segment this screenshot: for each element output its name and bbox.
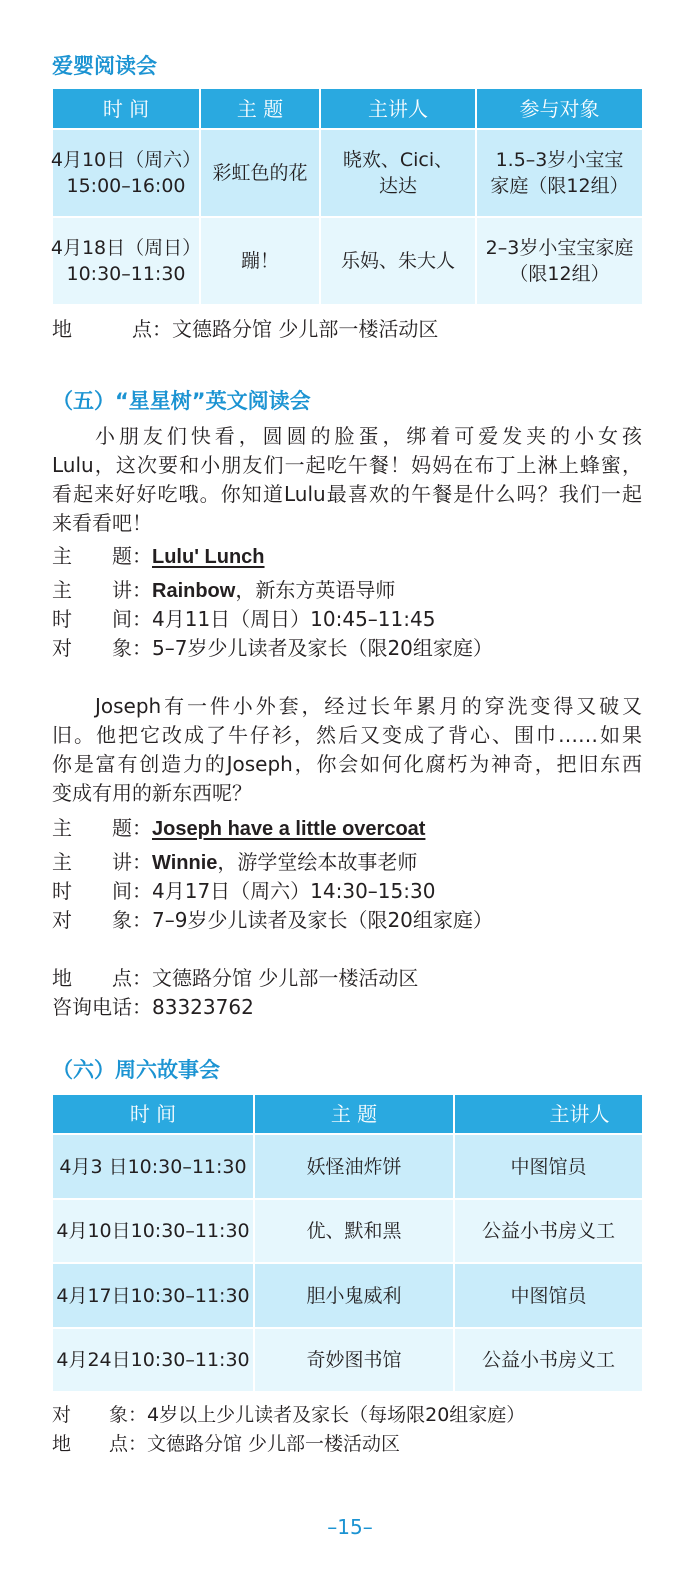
location-value: 文德路分馆 少儿部一楼活动区	[152, 966, 419, 990]
cell-line: 蹦！	[240, 250, 279, 272]
location-label: 地 点：	[52, 966, 152, 990]
cell-line: 10:30–11:30	[66, 263, 186, 285]
audience-value: 7–9岁少儿读者及家长（限20组家庭）	[152, 908, 493, 932]
audience-value: 5–7岁少儿读者及家长（限20组家庭）	[152, 636, 493, 660]
time-value: 4月17日（周六）14:30–15:30	[152, 879, 436, 903]
cell-speaker	[321, 218, 475, 304]
location-value: 文德路分馆 少儿部一楼活动区	[147, 1433, 401, 1455]
cell-topic: 妖怪油炸饼	[255, 1135, 453, 1198]
speaker-label: 主 讲：	[52, 578, 152, 602]
event1-intro-line: 来看看吧！	[52, 511, 152, 535]
event1-topic	[52, 542, 265, 572]
audience-label: 对 象：	[52, 908, 152, 932]
event2-audience	[52, 906, 493, 935]
cell-time: 4月17日10:30–11:30	[53, 1264, 253, 1327]
cell-line: （限12组）	[509, 263, 610, 285]
event1-audience	[52, 634, 493, 663]
audience-label: 对 象：	[52, 1404, 148, 1426]
speaker-label: 主 讲：	[52, 850, 152, 874]
column-header-topic: 主 题	[201, 89, 319, 128]
topic-value: Lulu' Lunch	[152, 546, 265, 568]
audience-value: 4岁以上少儿读者及家长（每场限20组家庭）	[147, 1404, 526, 1426]
cell-topic: 优、默和黑	[255, 1200, 453, 1262]
cell-time: 4月10日10:30–11:30	[53, 1200, 253, 1262]
page-number: –15–	[327, 1515, 373, 1539]
speaker-desc: ，游学堂绘本故事老师	[217, 850, 418, 874]
cell-time	[50, 218, 202, 304]
cell-topic: 奇妙图书馆	[255, 1329, 453, 1391]
phone-label: 咨询电话：	[52, 995, 152, 1019]
topic-value: Joseph have a little overcoat	[152, 818, 426, 840]
location-label: 地 点：	[52, 1433, 148, 1455]
cell-topic	[201, 130, 319, 216]
event2-intro-line: 旧。他把它改成了牛仔衫，然后又变成了背心、围巾……如果	[52, 723, 642, 747]
time-value: 4月11日（周日）10:45–11:45	[152, 607, 436, 631]
cell-speaker: 公益小书房义工	[455, 1329, 642, 1391]
cell-line: 15:00–16:00	[66, 175, 186, 197]
event1-speaker	[52, 576, 395, 606]
section-title-star-tree: （五）“星星树”英文阅读会	[52, 389, 311, 413]
saturday-story-audience	[52, 1401, 525, 1430]
event2-intro-line: 你是富有创造力的Joseph，你会如何化腐朽为神奇，把旧东西	[52, 752, 642, 776]
event1-intro-line: Lulu，这次要和小朋友们一起吃午餐！妈妈在布丁上淋上蜂蜜，	[52, 453, 642, 477]
time-label: 时 间：	[52, 879, 152, 903]
cell-line: 家庭（限12组）	[490, 175, 629, 197]
saturday-story-table	[53, 1095, 642, 1391]
cell-speaker: 中图馆员	[455, 1135, 642, 1198]
column-header-speaker: 主讲人	[455, 1095, 642, 1133]
column-header-time: 时 间	[53, 1095, 253, 1133]
cell-line: 达达	[378, 175, 417, 197]
audience-label: 对 象：	[52, 636, 152, 660]
aiying-schedule-table	[50, 89, 642, 304]
cell-speaker: 公益小书房义工	[455, 1200, 642, 1262]
cell-line: 4月18日（周日）	[50, 237, 202, 259]
star-tree-phone	[52, 993, 254, 1022]
column-header-audience: 参与对象	[477, 89, 642, 128]
saturday-story-location	[52, 1430, 400, 1459]
phone-value: 83323762	[152, 995, 254, 1019]
aiying-location	[52, 315, 438, 344]
cell-speaker: 中图馆员	[455, 1264, 642, 1327]
column-header-topic: 主 题	[255, 1095, 453, 1133]
speaker-name: Winnie	[152, 852, 218, 874]
event1-intro-line: 小朋友们快看，圆圆的脸蛋，绑着可爱发夹的小女孩	[95, 424, 642, 448]
event2-topic	[52, 814, 425, 844]
section-title-saturday-story: （六）周六故事会	[52, 1058, 220, 1082]
column-header-speaker: 主讲人	[321, 89, 475, 128]
time-label: 时 间：	[52, 607, 152, 631]
topic-label: 主 题：	[52, 544, 152, 568]
star-tree-location	[52, 964, 418, 993]
speaker-desc: ，新东方英语导师	[235, 578, 396, 602]
cell-audience	[477, 130, 642, 216]
cell-time	[50, 130, 202, 216]
topic-label: 主 题：	[52, 816, 152, 840]
cell-line: 晓欢、Cici、	[342, 149, 454, 171]
cell-topic: 胆小鬼威利	[255, 1264, 453, 1327]
event2-time	[52, 877, 435, 906]
cell-time: 4月24日10:30–11:30	[53, 1329, 253, 1391]
event2-speaker	[52, 848, 417, 878]
location-value: 文德路分馆 少儿部一楼活动区	[172, 317, 439, 341]
event2-intro-line: Joseph有一件小外套，经过长年累月的穿洗变得又破又	[95, 694, 642, 718]
location-label: 地 点：	[52, 317, 172, 341]
cell-speaker	[321, 130, 475, 216]
cell-audience	[477, 218, 642, 304]
cell-topic	[201, 218, 319, 304]
event1-time	[52, 605, 435, 634]
cell-time: 4月3 日10:30–11:30	[53, 1135, 253, 1198]
cell-line: 彩虹色的花	[212, 162, 308, 184]
cell-line: 2–3岁小宝宝家庭	[485, 237, 634, 259]
speaker-name: Rainbow	[152, 580, 236, 602]
cell-line: 乐妈、朱大人	[340, 250, 455, 272]
section-title-aiying: 爱婴阅读会	[52, 54, 157, 78]
event1-intro-line: 看起来好好吃哦。你知道Lulu最喜欢的午餐是什么吗？我们一起	[52, 482, 642, 506]
cell-line: 1.5–3岁小宝宝	[495, 149, 624, 171]
cell-line: 4月10日（周六）	[50, 149, 202, 171]
event2-intro-line: 变成有用的新东西呢？	[52, 781, 252, 805]
column-header-time: 时 间	[53, 89, 199, 128]
